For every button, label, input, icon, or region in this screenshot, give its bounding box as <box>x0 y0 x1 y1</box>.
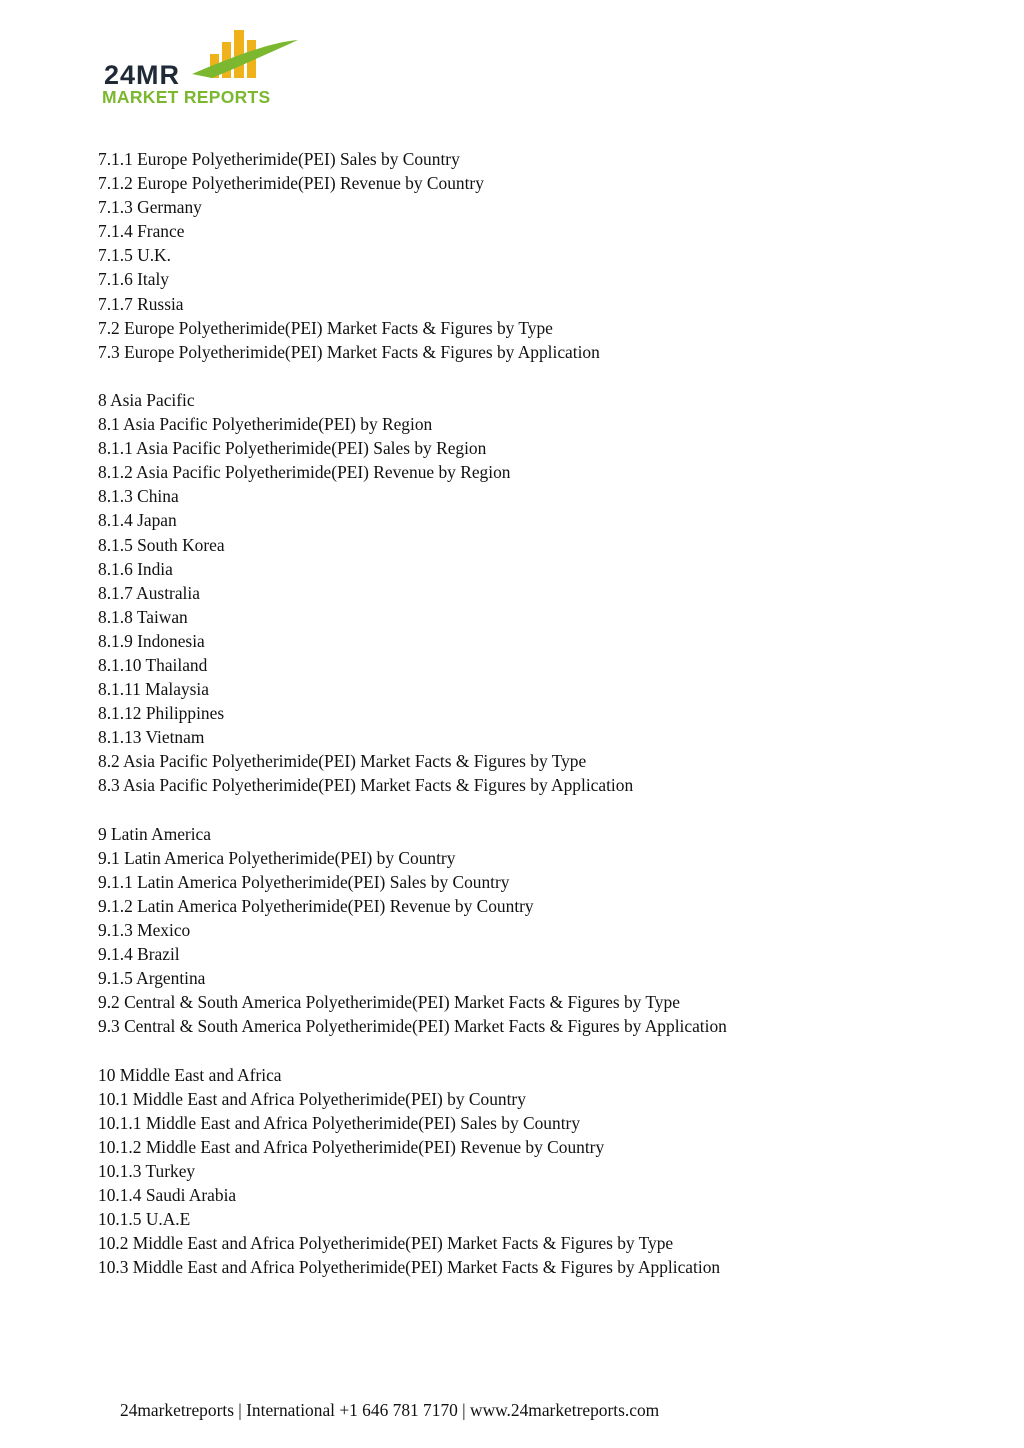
toc-entry: 8 Asia Pacific <box>98 389 195 410</box>
toc-entry: 10.1.1 Middle East and Africa Polyetherimide(PEI) Sales by Country <box>98 1112 581 1133</box>
toc-entry: 7.1.4 France <box>98 221 185 242</box>
toc-entry: 8.1 Asia Pacific Polyetherimide(PEI) by Region <box>98 414 433 435</box>
table-of-contents <box>98 147 727 1279</box>
toc-entry: 8.1.13 Vietnam <box>98 727 205 748</box>
toc-entry: 10.1 Middle East and Africa Polyetherimide(PEI) by Country <box>98 1088 526 1109</box>
toc-entry: 9.1.2 Latin America Polyetherimide(PEI) Revenue by Country <box>98 895 534 916</box>
toc-entry: 9.1 Latin America Polyetherimide(PEI) by Country <box>98 847 456 868</box>
toc-entry: 8.1.5 South Korea <box>98 534 225 555</box>
toc-entry: 8.1.2 Asia Pacific Polyetherimide(PEI) Revenue by Region <box>98 462 511 483</box>
toc-entry: 10.2 Middle East and Africa Polyetherimide(PEI) Market Facts & Figures by Type <box>98 1233 674 1254</box>
section-spacer <box>98 798 727 822</box>
toc-entry: 7.1.5 U.K. <box>98 245 171 266</box>
toc-entry: 8.3 Asia Pacific Polyetherimide(PEI) Market Facts & Figures by Application <box>98 775 634 796</box>
toc-entry: 8.1.3 China <box>98 486 179 507</box>
toc-entry: 8.1.12 Philippines <box>98 703 225 724</box>
toc-entry: 9.3 Central & South America Polyetherimide(PEI) Market Facts & Figures by Application <box>98 1016 727 1037</box>
toc-entry: 8.1.1 Asia Pacific Polyetherimide(PEI) Sales by Region <box>98 438 487 459</box>
company-logo <box>100 28 310 108</box>
toc-entry: 7.1.7 Russia <box>98 293 184 314</box>
logo-tagline: MARKET REPORTS <box>102 87 271 107</box>
logo-wordmark: 24MR <box>104 60 181 90</box>
toc-entry: 10 Middle East and Africa <box>98 1064 282 1085</box>
toc-entry: 8.1.6 India <box>98 558 173 579</box>
toc-entry: 8.2 Asia Pacific Polyetherimide(PEI) Market Facts & Figures by Type <box>98 751 587 772</box>
toc-entry: 8.1.4 Japan <box>98 510 177 531</box>
toc-entry: 10.1.5 U.A.E <box>98 1209 191 1230</box>
toc-entry: 8.1.7 Australia <box>98 582 200 603</box>
section-spacer <box>98 1038 727 1062</box>
toc-entry: 7.1.3 Germany <box>98 197 202 218</box>
toc-entry: 10.3 Middle East and Africa Polyetherimide(PEI) Market Facts & Figures by Application <box>98 1257 721 1278</box>
toc-entry: 10.1.2 Middle East and Africa Polyetherimide(PEI) Revenue by Country <box>98 1136 605 1157</box>
section-spacer <box>98 364 727 388</box>
toc-entry: 9.1.1 Latin America Polyetherimide(PEI) Sales by Country <box>98 871 510 892</box>
toc-entry: 7.1.6 Italy <box>98 269 169 290</box>
toc-entry: 7.2 Europe Polyetherimide(PEI) Market Facts & Figures by Type <box>98 317 553 338</box>
toc-entry: 10.1.4 Saudi Arabia <box>98 1185 237 1206</box>
toc-entry: 7.1.2 Europe Polyetherimide(PEI) Revenue by Country <box>98 173 484 194</box>
toc-entry: 9.2 Central & South America Polyetherimide(PEI) Market Facts & Figures by Type <box>98 992 680 1013</box>
toc-entry: 9.1.3 Mexico <box>98 920 191 940</box>
toc-entry: 7.1.1 Europe Polyetherimide(PEI) Sales by Country <box>98 149 460 169</box>
toc-entry: 8.1.8 Taiwan <box>98 606 188 627</box>
toc-entry: 8.1.11 Malaysia <box>98 679 209 700</box>
toc-entry: 10.1.3 Turkey <box>98 1160 196 1181</box>
toc-entry: 9.1.4 Brazil <box>98 944 180 965</box>
toc-entry: 8.1.9 Indonesia <box>98 630 205 651</box>
toc-entry: 9 Latin America <box>98 823 211 844</box>
toc-entry: 8.1.10 Thailand <box>98 654 208 675</box>
toc-entry: 7.3 Europe Polyetherimide(PEI) Market Facts & Figures by Application <box>98 341 600 362</box>
toc-entry: 9.1.5 Argentina <box>98 968 206 989</box>
page-footer: 24marketreports | International +1 646 781 7170 | www.24marketreports.com <box>120 1400 660 1420</box>
